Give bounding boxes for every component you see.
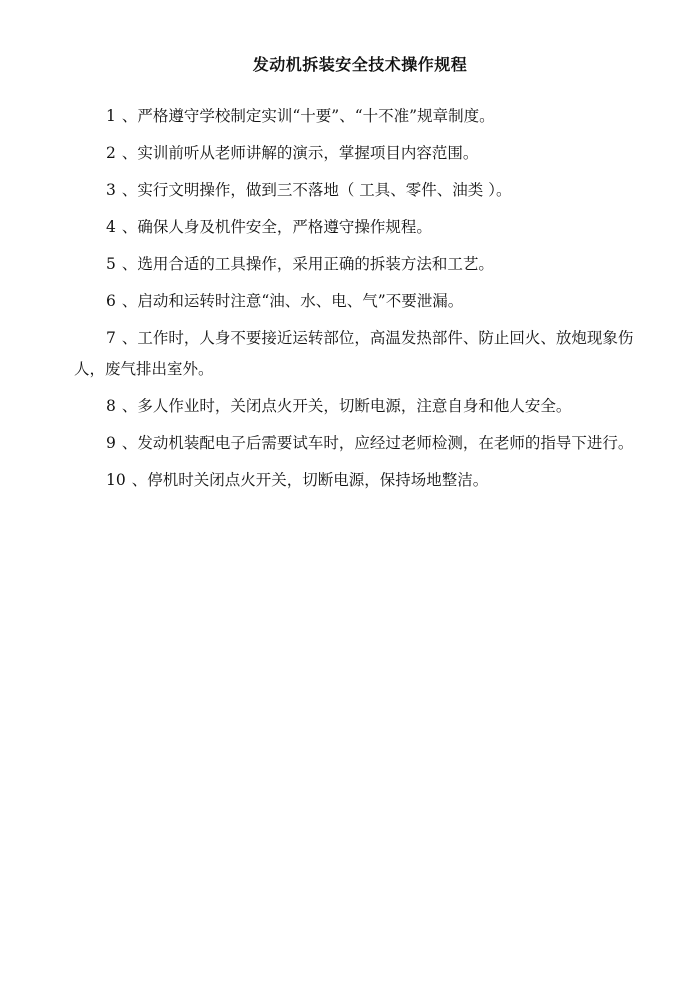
rule-text: 、确保人身及机件安全，严格遵守操作规程。	[121, 218, 432, 236]
rule-item-6	[74, 286, 654, 317]
rule-item-3	[74, 175, 654, 206]
rule-number: 5	[106, 255, 116, 273]
rule-number: 4	[106, 218, 116, 236]
rule-text: 、多人作业时，关闭点火开关，切断电源，注意自身和他人安全。	[121, 397, 572, 415]
rule-item-7	[74, 323, 654, 385]
rule-number: 3	[106, 181, 116, 199]
rule-text: 、严格遵守学校制定实训“十要”、“十不准”规章制度。	[121, 107, 495, 125]
rule-text: 、选用合适的工具操作，采用正确的拆装方法和工艺。	[121, 255, 494, 273]
rule-text: 、发动机装配电子后需要试车时，应经过老师检测，在老师的指导下进行。	[121, 434, 634, 452]
rule-item-5	[74, 249, 654, 280]
rule-number: 10	[106, 471, 126, 489]
rule-item-4	[74, 212, 654, 243]
rule-number: 1	[106, 107, 116, 125]
rule-text: 、实训前听从老师讲解的演示，掌握项目内容范围。	[121, 144, 479, 162]
rule-text: 、启动和运转时注意“油、水、电、气”不要泄漏。	[121, 292, 464, 310]
rule-number: 9	[106, 434, 116, 452]
document-title: 发动机拆装安全技术操作规程	[252, 55, 468, 74]
rule-item-8	[74, 391, 654, 422]
rules-list	[74, 101, 654, 502]
rule-number: 7	[106, 329, 116, 347]
rule-text: 、工作时，人身不要接近运转部位，高温发热部件、防止回火、放炮现象伤人，废气排出室外。	[74, 329, 634, 378]
rule-item-9	[74, 428, 654, 459]
rule-item-1	[74, 101, 654, 132]
rule-text: 、停机时关闭点火开关，切断电源，保持场地整洁。	[131, 471, 489, 489]
rule-number: 8	[106, 397, 116, 415]
rule-number: 6	[106, 292, 116, 310]
rule-item-2	[74, 138, 654, 169]
rule-number: 2	[106, 144, 116, 162]
rule-item-10	[74, 465, 654, 496]
rule-text: 、实行文明操作，做到三不落地（ 工具、零件、油类 ）。	[121, 181, 512, 199]
